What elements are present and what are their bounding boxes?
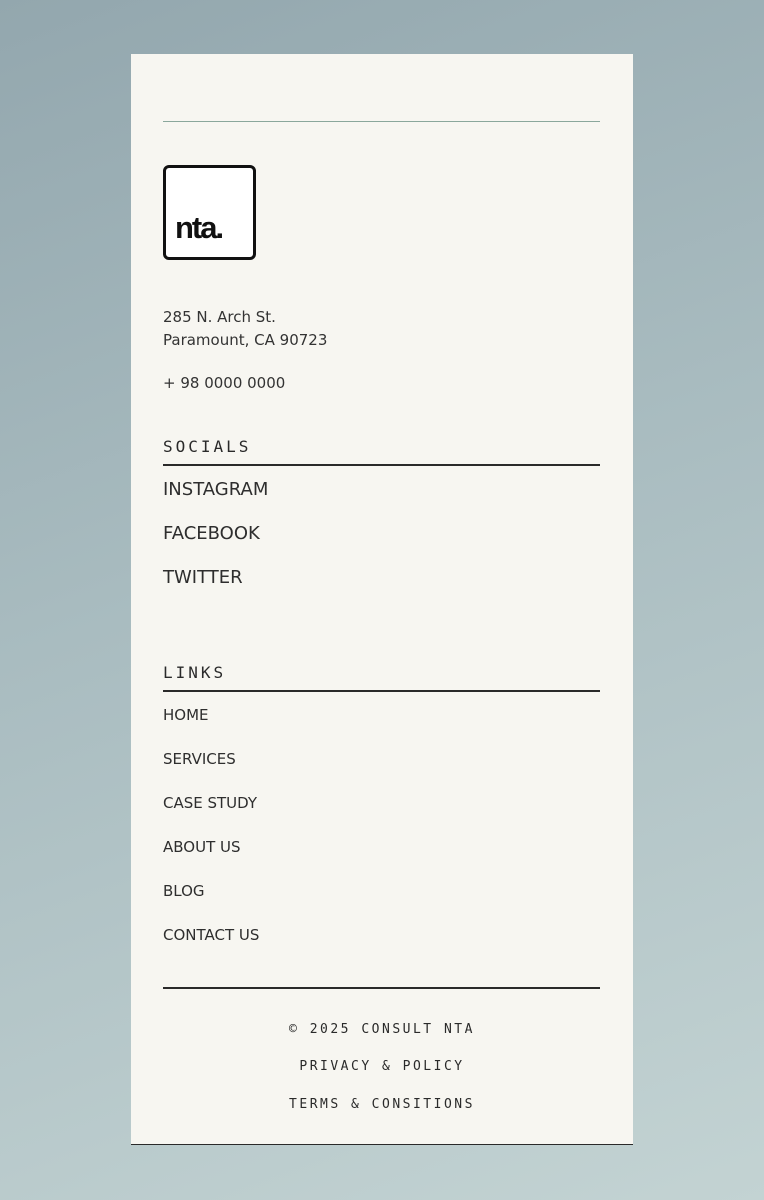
nav-link-home[interactable]: HOME: [163, 706, 209, 724]
nav-link-contact-us[interactable]: CONTACT US: [163, 926, 260, 944]
links-divider: [163, 690, 600, 692]
nav-link-about-us[interactable]: ABOUT US: [163, 838, 241, 856]
social-link-twitter[interactable]: TWITTER: [163, 567, 243, 588]
nav-link-case-study[interactable]: CASE STUDY: [163, 794, 258, 812]
nav-link-blog[interactable]: BLOG: [163, 882, 205, 900]
terms-conditions-link[interactable]: TERMS & CONSITIONS: [289, 1097, 475, 1112]
socials-divider: [163, 464, 600, 466]
bottom-divider: [163, 987, 600, 989]
copyright-text: © 2025 CONSULT NTA: [289, 1022, 475, 1037]
top-divider: [163, 121, 600, 122]
social-link-facebook[interactable]: FACEBOOK: [163, 523, 260, 544]
links-heading: LINKS: [163, 663, 227, 682]
address-line-1: 285 N. Arch St.: [163, 308, 276, 326]
brand-logo[interactable]: [163, 165, 256, 260]
nav-link-services[interactable]: SERVICES: [163, 750, 236, 768]
address-line-2: Paramount, CA 90723: [163, 331, 328, 349]
socials-heading: SOCIALS: [163, 437, 252, 456]
logo-text: nta.: [175, 210, 223, 245]
privacy-policy-link[interactable]: PRIVACY & POLICY: [299, 1059, 465, 1074]
footer-panel: [131, 54, 633, 1145]
phone-number[interactable]: + 98 0000 0000: [163, 374, 286, 392]
address-block: [163, 306, 327, 352]
social-link-instagram[interactable]: INSTAGRAM: [163, 479, 269, 500]
